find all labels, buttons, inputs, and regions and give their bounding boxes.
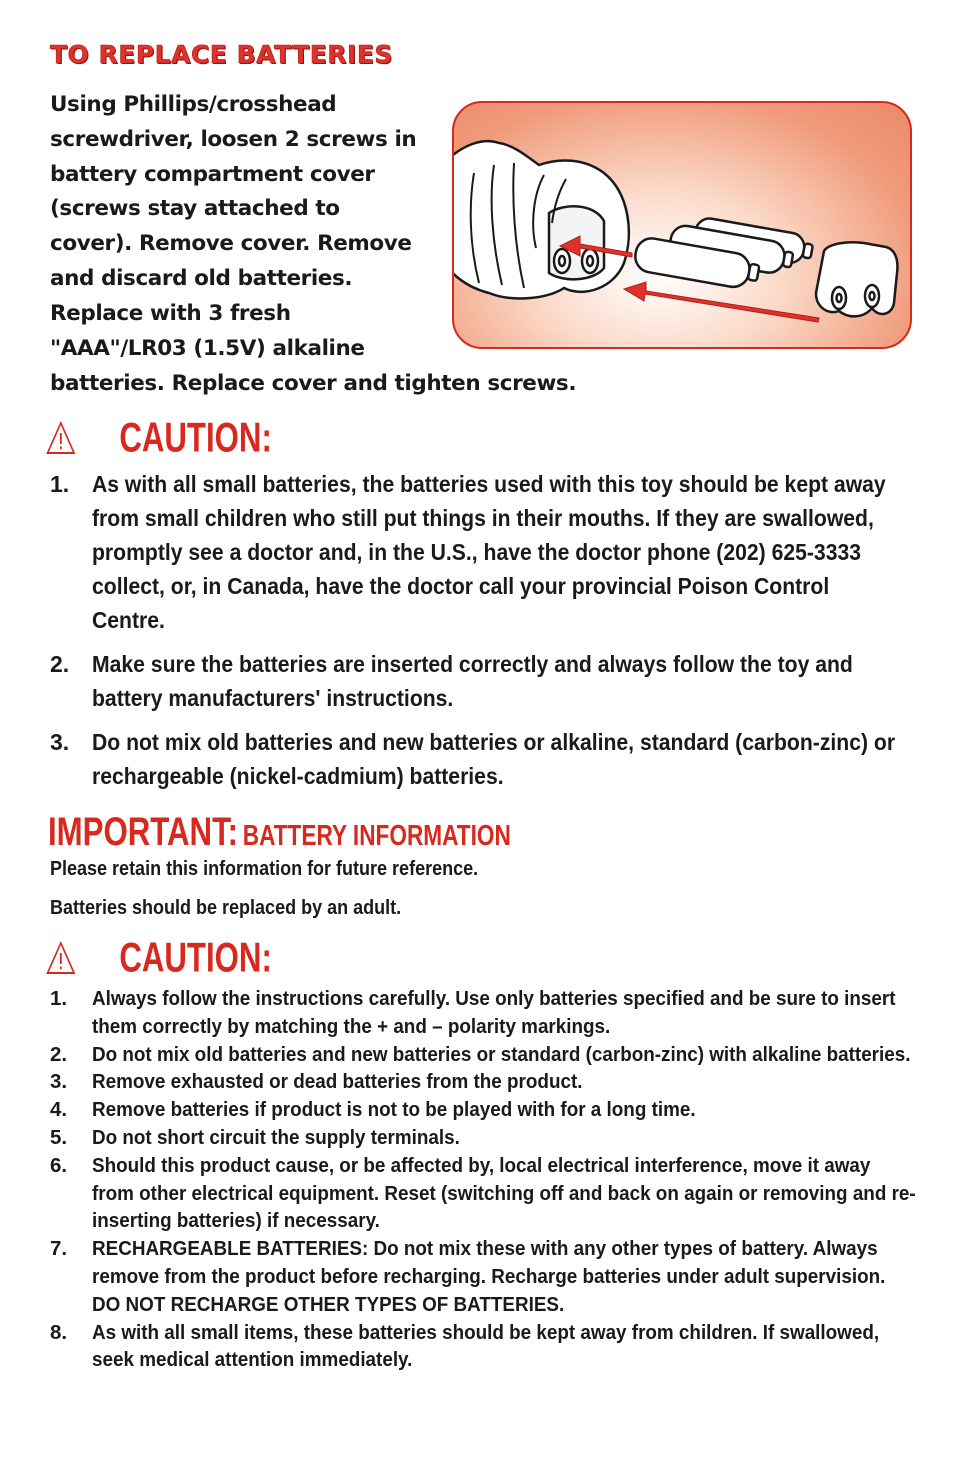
instruction-line: Replace with 3 fresh [50,300,291,326]
toy-body [454,141,629,298]
instruction-line: (screws stay attached to [50,196,340,222]
instruction-line: "AAA"/LR03 (1.5V) alkaline [50,335,365,361]
list-item [50,1041,930,1069]
caution-heading-2 [46,934,272,982]
battery-group [633,216,814,291]
list-item-number: 1. [50,987,68,1010]
instruction-line: cover). Remove cover. Remove [50,231,412,257]
caution-label: CAUTION: [119,414,272,462]
list-item [50,1124,930,1152]
list-item [50,1152,930,1235]
list-item [50,985,930,1041]
list-item-text: Do not mix old batteries and new batteries or alkaline, standard (carbon-zinc) or rechargeable (nickel-cadmium) batteries. [92,729,896,789]
list-item [50,467,930,637]
list-item-text: Make sure the batteries are inserted correctly and always follow the toy and battery manufacturers' instructions. [92,651,853,711]
list-item-number: 4. [50,1098,68,1122]
replace-instructions [50,88,450,366]
list-item-text: Remove exhausted or dead batteries from the product. [92,1070,583,1094]
battery-replacement-illustration [452,101,912,349]
instruction-line: and discard old batteries. [50,265,353,291]
warning-triangle-icon [46,421,76,455]
warning-triangle-icon [46,941,76,975]
list-item [50,1068,930,1096]
caution-label: CAUTION: [119,934,272,982]
adult-note: Batteries should be replaced by an adult. [50,897,402,919]
instruction-line: screwdriver, loosen 2 screws in [50,126,417,152]
list-item-text: RECHARGEABLE BATTERIES: Do not mix these with any other types of battery. Always remove from the product before recharging. Recharge batteries under adult supervision. DO NOT RECHARGE OTHER TYPES OF BATTERIES. [92,1237,886,1316]
list-item-number: 8. [50,1320,68,1344]
important-label: IMPORTANT: [48,810,239,854]
list-item-number: 1. [50,471,70,497]
list-item [50,1235,930,1318]
list-item-text: Should this product cause, or be affected by, local electrical interference, move it away from other electrical equipment. Reset (switching off and back on again or removing and re-inserting batteries) if necessary. [92,1153,916,1233]
important-heading [48,812,511,852]
list-item-number: 7. [50,1237,68,1261]
list-item [50,1319,930,1375]
instruction-line: battery compartment cover [50,161,375,187]
list-item-number: 2. [50,651,70,677]
list-item-text: As with all small batteries, the batteries used with this toy should be kept away from small children who still put things in their mouths. If they are swallowed, promptly see a doctor and, in the U.S., have the doctor phone (202) 625-3333 collect, or, in Canada, have the doctor call your provincial Poison Control Centre. [92,471,886,633]
instruction-line: Using Phillips/crosshead [50,92,337,117]
instruction-line-last: batteries. Replace cover and tighten screws. [50,371,577,396]
list-item [50,725,930,793]
list-item-number: 3. [50,1070,68,1094]
battery-illustration-svg [454,103,910,347]
list-item-text: Always follow the instructions carefully. Use only batteries specified and be sure to insert them correctly by matching the + and – polarity markings. [92,987,896,1038]
list-item-number: 5. [50,1125,68,1149]
list-item-number: 3. [50,729,70,755]
caution-list-1 [50,467,930,803]
list-item-text: Remove batteries if product is not to be played with for a long time. [92,1098,696,1122]
list-item-text: Do not short circuit the supply terminals. [92,1125,460,1149]
list-item-text: Do not mix old batteries and new batteries or standard (carbon-zinc) with alkaline batteries. [92,1042,911,1066]
list-item-number: 6. [50,1153,68,1177]
retain-note: Please retain this information for future reference. [50,858,479,880]
battery-cover [816,242,897,316]
list-item [50,647,930,715]
list-item [50,1096,930,1124]
important-sub-label: BATTERY INFORMATION [242,820,511,852]
list-item-text: As with all small items, these batteries should be kept away from children. If swallowed, seek medical attention immediately. [92,1320,880,1372]
replace-batteries-heading: TO REPLACE BATTERIES [50,40,393,69]
caution-heading-1 [46,414,272,462]
caution-list-2 [50,985,930,1374]
arrow-left-icon [624,282,819,322]
list-item-number: 2. [50,1042,68,1066]
